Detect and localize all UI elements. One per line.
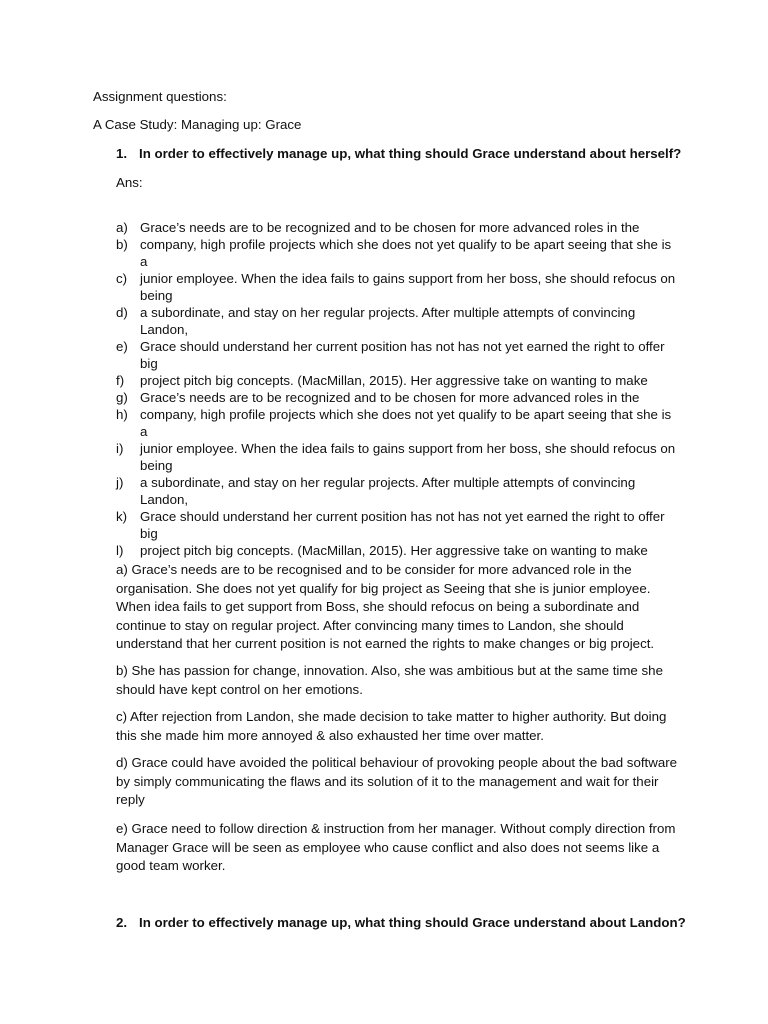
list-item-text: Grace’s needs are to be recognized and to be chosen for more advanced roles in the <box>140 220 640 235</box>
question-2-text: In order to effectively manage up, what thing should Grace understand about Landon? <box>139 915 686 930</box>
list-marker: g) <box>116 390 128 405</box>
list-item-text: a subordinate, and stay on her regular projects. After multiple attempts of convincing Landon, <box>140 305 636 337</box>
list-item <box>116 372 686 389</box>
list-item <box>116 338 686 372</box>
answer-paragraph-d: d) Grace could have avoided the political behaviour of provoking people about the bad software by simply communicating the flaws and its solution of it to the management and wait for their reply <box>116 755 678 807</box>
list-marker: h) <box>116 407 128 422</box>
list-item-text: project pitch big concepts. (MacMillan, 2015). Her aggressive take on wanting to make <box>140 543 648 558</box>
list-item <box>116 270 686 304</box>
list-item-text: junior employee. When the idea fails to gains support from her boss, she should refocus on being <box>140 441 676 473</box>
list-item <box>116 542 686 559</box>
list-item <box>116 440 686 474</box>
list-item-text: Grace’s needs are to be recognized and to be chosen for more advanced roles in the <box>140 390 640 405</box>
answer-paragraph-a: a) Grace’s needs are to be recognised and to be consider for more advanced role in the organisation. She does not yet qualify for big project as Seeing that she is junior employee. When idea fails to get support from Boss, she should refocus on being a subordinate and continue to stay on regular project. After convincing many times to Landon, she should understand that her current position is not earned the rights to make changes or big project. <box>116 562 655 651</box>
list-item-text: Grace should understand her current position has not has not yet earned the right to offer big <box>140 509 665 541</box>
answer-paragraph-c: c) After rejection from Landon, she made decision to take matter to higher authority. But doing this she made him more annoyed & also exhausted her time over matter. <box>116 709 667 743</box>
list-item <box>116 236 686 270</box>
list-marker: d) <box>116 305 128 320</box>
list-item-text: company, high profile projects which she does not yet qualify to be apart seeing that she is a <box>140 407 672 439</box>
list-item <box>116 508 686 542</box>
list-marker: i) <box>116 441 124 456</box>
answer-label: Ans: <box>116 175 143 190</box>
question-1-text: In order to effectively manage up, what thing should Grace understand about herself? <box>139 146 682 161</box>
list-marker: a) <box>116 220 128 235</box>
answer-paragraph-e: e) Grace need to follow direction & instruction from her manager. Without comply direction from Manager Grace will be seen as employee who cause conflict and also does not seems like a good team worker. <box>116 821 676 873</box>
list-item-text: project pitch big concepts. (MacMillan, 2015). Her aggressive take on wanting to make <box>140 373 648 388</box>
list-marker: c) <box>116 271 128 286</box>
list-item <box>116 474 686 508</box>
list-marker: l) <box>116 543 124 558</box>
assignment-label: Assignment questions: <box>93 89 227 104</box>
list-marker: k) <box>116 509 128 524</box>
case-study-title: A Case Study: Managing up: Grace <box>93 117 302 132</box>
list-marker: j) <box>116 475 124 490</box>
answer-list <box>116 219 686 559</box>
list-item-text: junior employee. When the idea fails to gains support from her boss, she should refocus on being <box>140 271 676 303</box>
list-item-text: company, high profile projects which she does not yet qualify to be apart seeing that she is a <box>140 237 672 269</box>
list-item <box>116 389 686 406</box>
list-item <box>116 219 686 236</box>
question-1-number: 1. <box>116 146 128 161</box>
list-item <box>116 304 686 338</box>
list-marker: f) <box>116 373 125 388</box>
list-marker: b) <box>116 237 128 252</box>
question-2-number: 2. <box>116 915 128 930</box>
list-item-text: Grace should understand her current position has not has not yet earned the right to offer big <box>140 339 665 371</box>
answer-paragraph-b: b) She has passion for change, innovation. Also, she was ambitious but at the same time she should have kept control on her emotions. <box>116 663 663 697</box>
list-marker: e) <box>116 339 128 354</box>
list-item-text: a subordinate, and stay on her regular projects. After multiple attempts of convincing Landon, <box>140 475 636 507</box>
list-item <box>116 406 686 440</box>
